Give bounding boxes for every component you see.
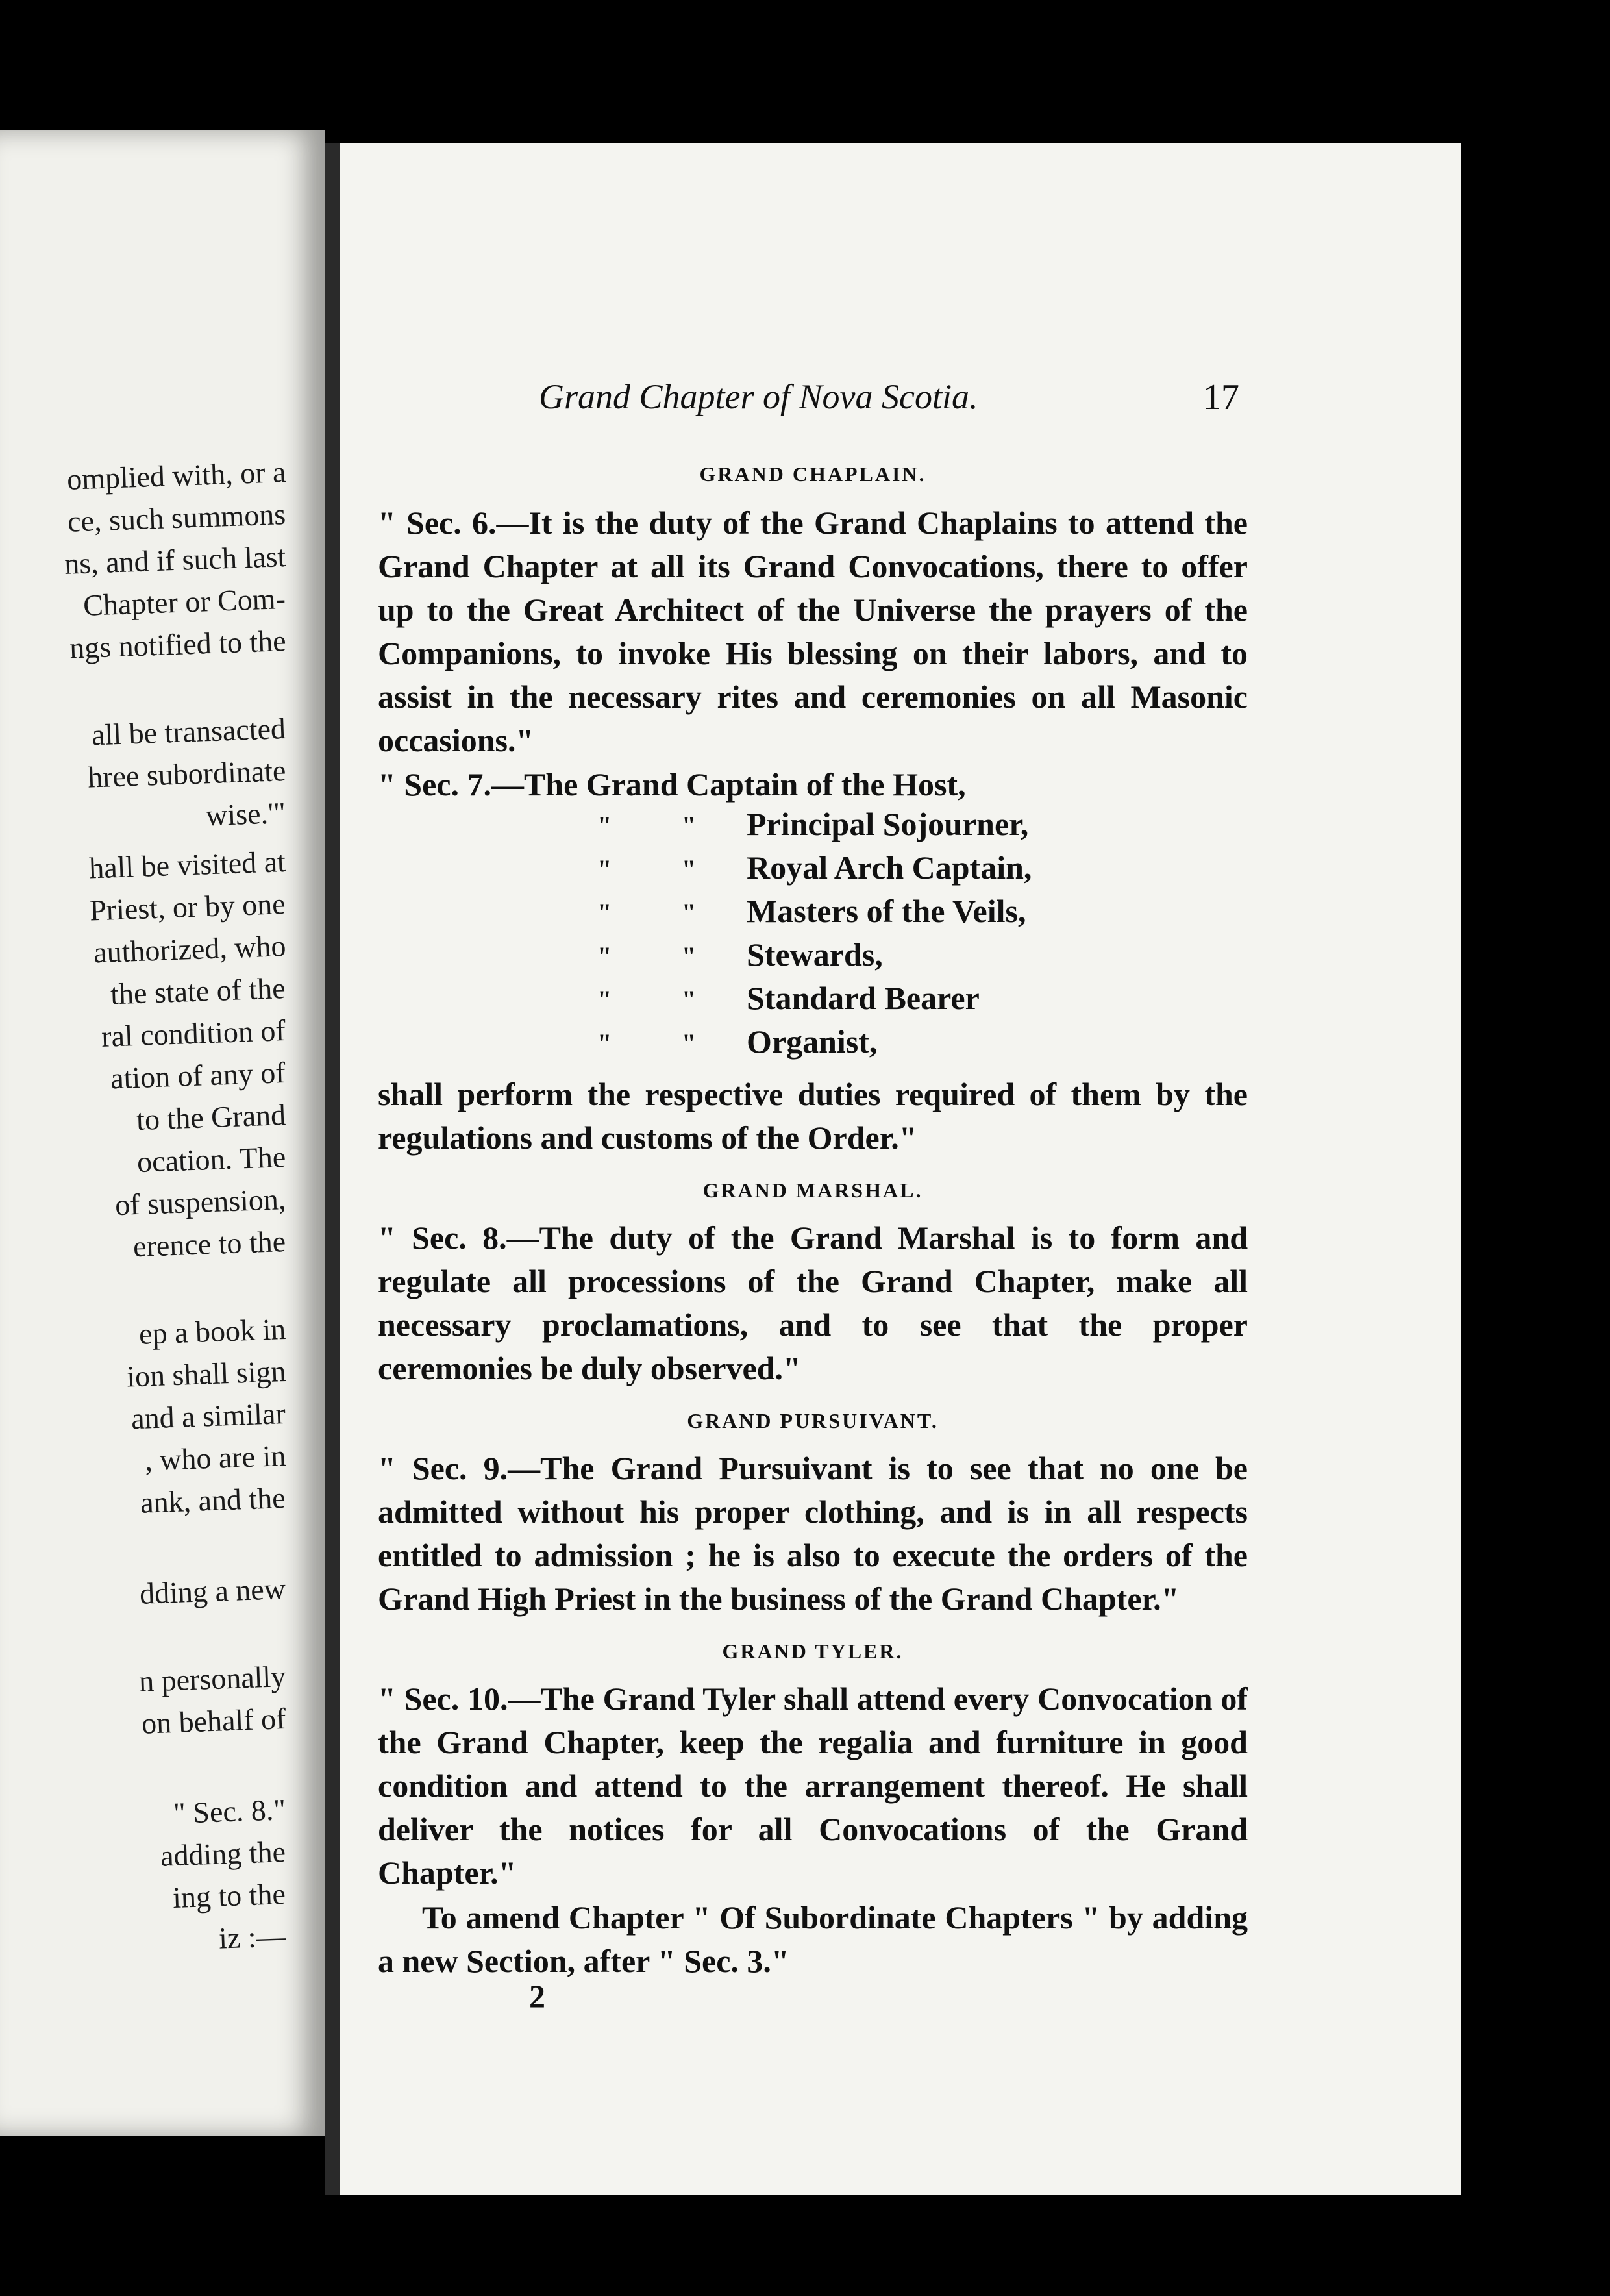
ditto-mark: " bbox=[597, 898, 612, 927]
officer-line: Royal Arch Captain, bbox=[747, 849, 1032, 886]
left-line: ep a book in bbox=[138, 1312, 286, 1351]
section-10-paragraph: " Sec. 10.—The Grand Tyler shall attend every Convocation of the Grand Chapter, keep the regalia and furniture in good condition and attend to the arrangement thereof. He shall deliver the notices for all Convocations of the Grand Chapter." bbox=[378, 1680, 1248, 1891]
section-6-paragraph: " Sec. 6.—It is the duty of the Grand Chaplains to attend the Grand Chapter at all its Grand Convocations, there to offer up to the Great Architect of the Universe the prayers of the Companions, to invoke His blessing on their labors, and to assist in the necessary rites and ceremonies on all Masonic occasions." bbox=[378, 505, 1248, 758]
left-line: the state of the bbox=[110, 971, 286, 1011]
left-facing-page bbox=[0, 130, 325, 2136]
officer-line: Masters of the Veils, bbox=[747, 893, 1026, 929]
left-line: erence to the bbox=[132, 1225, 286, 1264]
left-line: n personally bbox=[138, 1660, 286, 1698]
left-line: of suspension, bbox=[114, 1182, 286, 1222]
left-line: ation of any of bbox=[110, 1056, 286, 1095]
ditto-mark: " bbox=[597, 811, 612, 840]
left-line: ocation. The bbox=[136, 1140, 286, 1179]
left-line: iz :— bbox=[217, 1919, 286, 1955]
left-line: ngs notified to the bbox=[68, 624, 286, 665]
section-8-paragraph: " Sec. 8.—The duty of the Grand Marshal is to form and regulate all processions of the Grand Chapter, make all necessary proclamations, and to see that the proper ceremonies be duly observed." bbox=[378, 1219, 1248, 1386]
ditto-mark: " bbox=[682, 985, 697, 1014]
section-7-close: shall perform the respective duties required of them by the regulations and customs of the Order." bbox=[378, 1076, 1248, 1156]
left-line: ns, and if such last bbox=[64, 540, 286, 580]
heading-grand-tyler: GRAND TYLER. bbox=[722, 1640, 904, 1663]
heading-grand-pursuivant: GRAND PURSUIVANT. bbox=[687, 1409, 939, 1432]
ditto-mark: " bbox=[682, 811, 697, 840]
left-line: all be transacted bbox=[91, 712, 286, 752]
ditto-mark: " bbox=[597, 985, 612, 1014]
heading-grand-chaplain: GRAND CHAPLAIN. bbox=[699, 462, 926, 486]
left-line: and a similar bbox=[130, 1397, 286, 1436]
left-line: omplied with, or a bbox=[66, 455, 286, 496]
left-line: " Sec. 8." bbox=[173, 1793, 286, 1830]
left-line: ion shall sign bbox=[125, 1354, 286, 1393]
left-line: dding a new bbox=[139, 1572, 286, 1610]
officer-line: Stewards, bbox=[747, 936, 883, 973]
section-7-intro: " Sec. 7.—The Grand Captain of the Host, bbox=[378, 766, 966, 803]
heading-grand-marshal: GRAND MARSHAL. bbox=[702, 1179, 923, 1202]
left-line: authorized, who bbox=[92, 929, 286, 969]
officer-line: Organist, bbox=[747, 1023, 878, 1060]
ditto-mark: " bbox=[597, 942, 612, 971]
left-line: , who are in bbox=[144, 1439, 286, 1477]
amendment-paragraph: To amend Chapter " Of Subordinate Chapters " by adding a new Section, after " Sec. 3." bbox=[378, 1899, 1248, 1979]
left-line: Priest, or by one bbox=[89, 887, 286, 927]
left-line: on behalf of bbox=[140, 1702, 286, 1740]
officer-line: Standard Bearer bbox=[747, 980, 980, 1016]
officer-line: Principal Sojourner, bbox=[747, 806, 1029, 842]
left-line: wise.'" bbox=[205, 796, 286, 832]
left-line: hree subordinate bbox=[87, 754, 286, 794]
signature-mark: 2 bbox=[529, 1978, 545, 2014]
left-line: hall be visited at bbox=[88, 845, 286, 885]
left-line: ank, and the bbox=[140, 1481, 286, 1519]
left-line: ce, such summons bbox=[67, 497, 286, 538]
ditto-mark: " bbox=[682, 855, 697, 884]
ditto-mark: " bbox=[682, 942, 697, 971]
left-line: Chapter or Com- bbox=[82, 582, 286, 622]
section-9-paragraph: " Sec. 9.—The Grand Pursuivant is to see that no one be admitted without his proper clothing, and is in all respects entitled to admission ; he is also to execute the orders of the Grand High Priest in the business of the Grand Chapter." bbox=[378, 1450, 1248, 1617]
ditto-mark: " bbox=[597, 1029, 612, 1058]
left-line: to the Grand bbox=[136, 1098, 286, 1137]
ditto-mark: " bbox=[682, 1029, 697, 1058]
left-line: ral condition of bbox=[101, 1014, 286, 1053]
page-number: 17 bbox=[1203, 377, 1239, 418]
book-spine bbox=[325, 143, 340, 2195]
ditto-mark: " bbox=[597, 855, 612, 884]
running-header-title: Grand Chapter of Nova Scotia. bbox=[539, 377, 978, 416]
left-line: ing to the bbox=[172, 1877, 286, 1915]
left-line: adding the bbox=[160, 1835, 286, 1873]
ditto-mark: " bbox=[682, 898, 697, 927]
